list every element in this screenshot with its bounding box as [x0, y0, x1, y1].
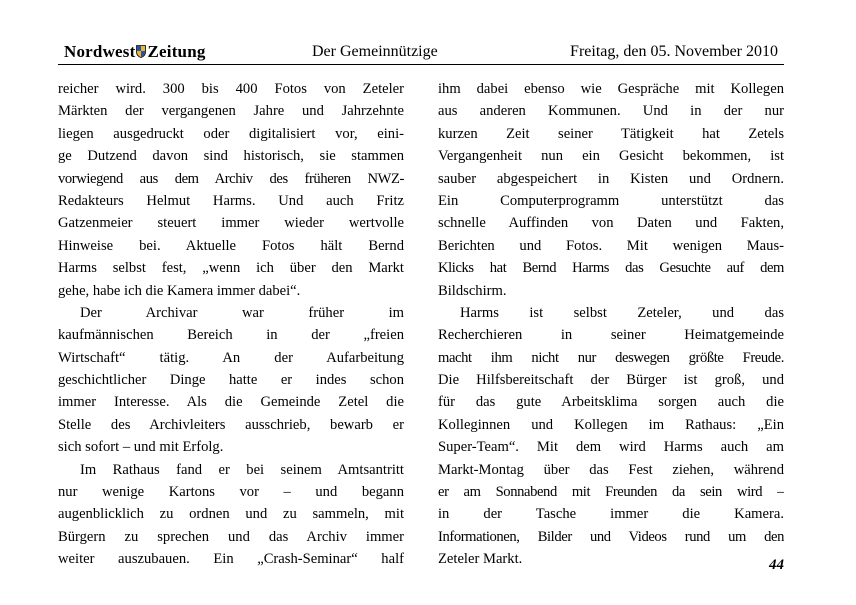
- text-line: Harms selbst fest, „wenn ich über den Markt: [58, 260, 404, 277]
- text-line: ge Dutzend davon sind historisch, sie stammen: [58, 148, 404, 165]
- text-line: nur wenige Kartons vor – und begann: [58, 484, 404, 501]
- text-line: Recherchieren in seiner Heimatgemeinde: [438, 327, 784, 344]
- page-number: 44: [769, 557, 784, 573]
- section-title: Der Gemeinnützige: [312, 43, 438, 60]
- text-line: Kolleginnen und Kollegen im Rathaus: „Ein: [438, 416, 784, 433]
- text-line: weiter auszubauen. Ein „Crash-Seminar“ half: [58, 551, 404, 568]
- text-line: liegen ausgedruckt oder digitalisiert vor, eini-: [58, 125, 404, 142]
- text-line: Ein Computerprogramm unterstützt das: [438, 192, 784, 209]
- text-line: reicher wird. 300 bis 400 Fotos von Zeteler: [58, 81, 404, 97]
- masthead-part2: Zeitung: [147, 42, 206, 61]
- article-column-left: [58, 78, 404, 571]
- issue-date: Freitag, den 05. November 2010: [570, 43, 778, 60]
- page-header: [58, 38, 784, 65]
- masthead-part1: Nordwest: [64, 42, 136, 61]
- text-line: Wirtschaft“ tätig. An der Aufarbeitung: [58, 349, 404, 366]
- text-line: kaufmännischen Bereich in der „freien: [58, 327, 404, 344]
- text-line: geschichtlicher Dinge hatte er indes schon: [58, 372, 404, 389]
- newspaper-masthead: [64, 42, 206, 62]
- text-line: vorwiegend aus dem Archiv des früheren NWZ-: [58, 170, 404, 187]
- text-line: Stelle des Archivleiters ausschrieb, bewarb er: [58, 416, 404, 433]
- text-line: für das gute Arbeitsklima sorgen auch die: [438, 394, 784, 411]
- text-line: immer Interesse. Als die Gemeinde Zetel die: [58, 394, 404, 411]
- text-line: gehe, habe ich die Kamera immer dabei“.: [58, 282, 301, 299]
- text-line: kurzen Zeit seiner Tätigkeit hat Zetels: [438, 125, 784, 142]
- text-line: Bürgern zu sprechen und das Archiv immer: [58, 528, 404, 545]
- text-line: Informationen, Bilder und Videos rund um den: [438, 528, 784, 545]
- text-line: er am Sonnabend mit Freunden da sein wird –: [438, 484, 784, 501]
- text-line: Die Hilfsbereitschaft der Bürger ist groß, und: [438, 372, 784, 389]
- text-line: Harms ist selbst Zeteler, und das: [460, 304, 784, 321]
- text-line: Bildschirm.: [438, 282, 507, 299]
- text-line: Berichten und Fotos. Mit wenigen Maus-: [438, 237, 784, 254]
- coat-of-arms-icon: [136, 45, 146, 58]
- text-line: Märkten der vergangenen Jahre und Jahrzehnte: [58, 103, 404, 120]
- text-line: Markt-Montag über das Fest ziehen, während: [438, 461, 784, 478]
- text-line: Super-Team“. Mit dem wird Harms auch am: [438, 439, 784, 456]
- text-line: augenblicklich zu ordnen und zu sammeln, mit: [58, 506, 404, 523]
- text-line: Zeteler Markt.: [438, 551, 523, 568]
- text-line: sauber abgespeichert in Kisten und Ordnern.: [438, 170, 784, 187]
- text-line: Hinweise bei. Aktuelle Fotos hält Bernd: [58, 237, 404, 254]
- text-line: Im Rathaus fand er bei seinem Amtsantritt: [80, 461, 404, 478]
- text-line: aus anderen Kommunen. Und in der nur: [438, 103, 784, 120]
- text-line: ihm dabei ebenso wie Gespräche mit Kollegen: [438, 81, 784, 97]
- text-line: schnelle Auffinden von Daten und Fakten,: [438, 215, 784, 232]
- text-line: Klicks hat Bernd Harms das Gesuchte auf dem: [438, 260, 784, 277]
- text-line: Gatzenmeier steuert immer wieder wertvolle: [58, 215, 404, 232]
- text-line: Der Archivar war früher im: [80, 304, 404, 321]
- text-line: sich sofort – und mit Erfolg.: [58, 439, 224, 456]
- text-line: in der Tasche immer die Kamera.: [438, 506, 784, 523]
- text-line: Vergangenheit nun ein Gesicht bekommen, ist: [438, 148, 784, 165]
- text-line: macht ihm nicht nur deswegen größte Freude.: [438, 349, 784, 366]
- article-column-right: [438, 78, 784, 571]
- text-line: Redakteurs Helmut Harms. Und auch Fritz: [58, 192, 404, 209]
